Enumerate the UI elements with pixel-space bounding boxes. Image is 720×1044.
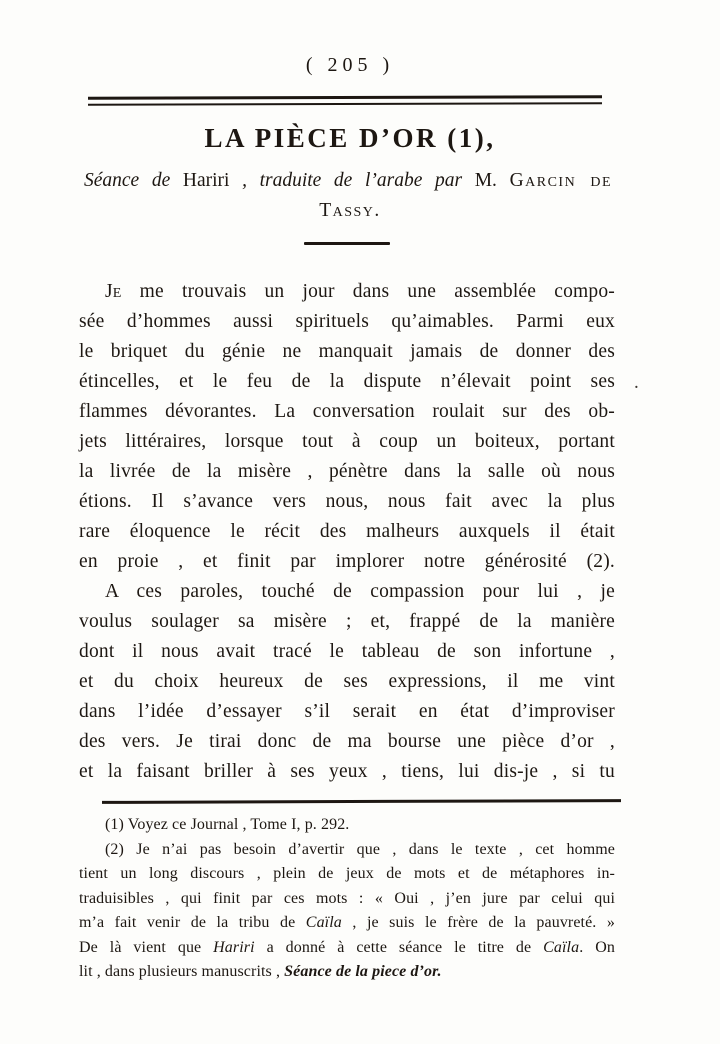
body-line: voulus soulager sa misère ; et, frappé de la manière: [79, 611, 615, 632]
body-line: le briquet du génie ne manquait jamais de donner des: [79, 341, 615, 362]
body-line: et la faisant briller à ses yeux , tiens, lui dis-je , si tu: [79, 761, 615, 782]
body-line: sée d’hommes aussi spirituels qu’aimables. Parmi eux: [79, 311, 615, 332]
body-line: flammes dévorantes. La conversation roulait sur des ob-: [79, 401, 615, 422]
section-divider-rule: [304, 242, 390, 245]
footnote-line: tient un long discours , plein de jeux de mots et de métaphores in-: [79, 865, 615, 882]
footnote-line: (2) Je n’ai pas besoin d’avertir que , dans le texte , cet homme: [105, 840, 615, 858]
body-line: des vers. Je tirai donc de ma bourse une pièce d’or ,: [79, 731, 615, 752]
footnote-line: (1) Voyez ce Journal , Tome I, p. 292.: [105, 816, 350, 833]
article-title: LA PIÈCE D’OR (1),: [204, 123, 496, 153]
footnote-line: De là vient que Hariri a donné à cette séance le titre de Caïla. On: [79, 938, 615, 956]
body-text: [79, 277, 615, 787]
body-line: et du choix heureux de ses expressions, il me vint: [79, 671, 615, 692]
body-line: rare éloquence le récit des malheurs auxquels il était: [79, 521, 615, 542]
footnote-rule: [102, 799, 621, 804]
body-line: étincelles, et le feu de la dispute n’élevait point ses: [79, 371, 615, 392]
article-subtitle-line2: Tassy.: [319, 200, 381, 221]
body-line: JE me trouvais un jour dans une assemblée compo-: [105, 281, 615, 302]
page-number: ( 205 ): [305, 54, 395, 76]
article-subtitle-line1: Séance de Hariri , traduite de l’arabe par M. Garcin de: [84, 170, 612, 191]
body-line: dont il nous avait tracé le tableau de son infortune ,: [79, 641, 615, 662]
body-line: A ces paroles, touché de compassion pour lui , je: [105, 581, 615, 602]
scan-stray-mark: .: [634, 372, 639, 393]
body-line: dans l’idée d’essayer s’il serait en état d’improviser: [79, 701, 615, 722]
body-line: étions. Il s’avance vers nous, nous fait avec la plus: [79, 491, 615, 512]
footnotes: [79, 813, 615, 985]
footnote-line: lit , dans plusieurs manuscrits , Séance de la piece d’or.: [79, 963, 442, 980]
header-double-rule: [88, 95, 602, 106]
body-line: jets littéraires, lorsque tout à coup un boiteux, portant: [79, 431, 615, 452]
footnote-line: m’a fait venir de la tribu de Caïla , je suis le frère de la pauvreté. »: [79, 914, 615, 931]
footnote-line: traduisibles , qui finit par ces mots : « Oui , j’en jure par celui qui: [79, 889, 615, 907]
body-line: la livrée de la misère , pénètre dans la salle où nous: [79, 461, 615, 482]
body-line: en proie , et finit par implorer notre générosité (2).: [79, 551, 615, 572]
